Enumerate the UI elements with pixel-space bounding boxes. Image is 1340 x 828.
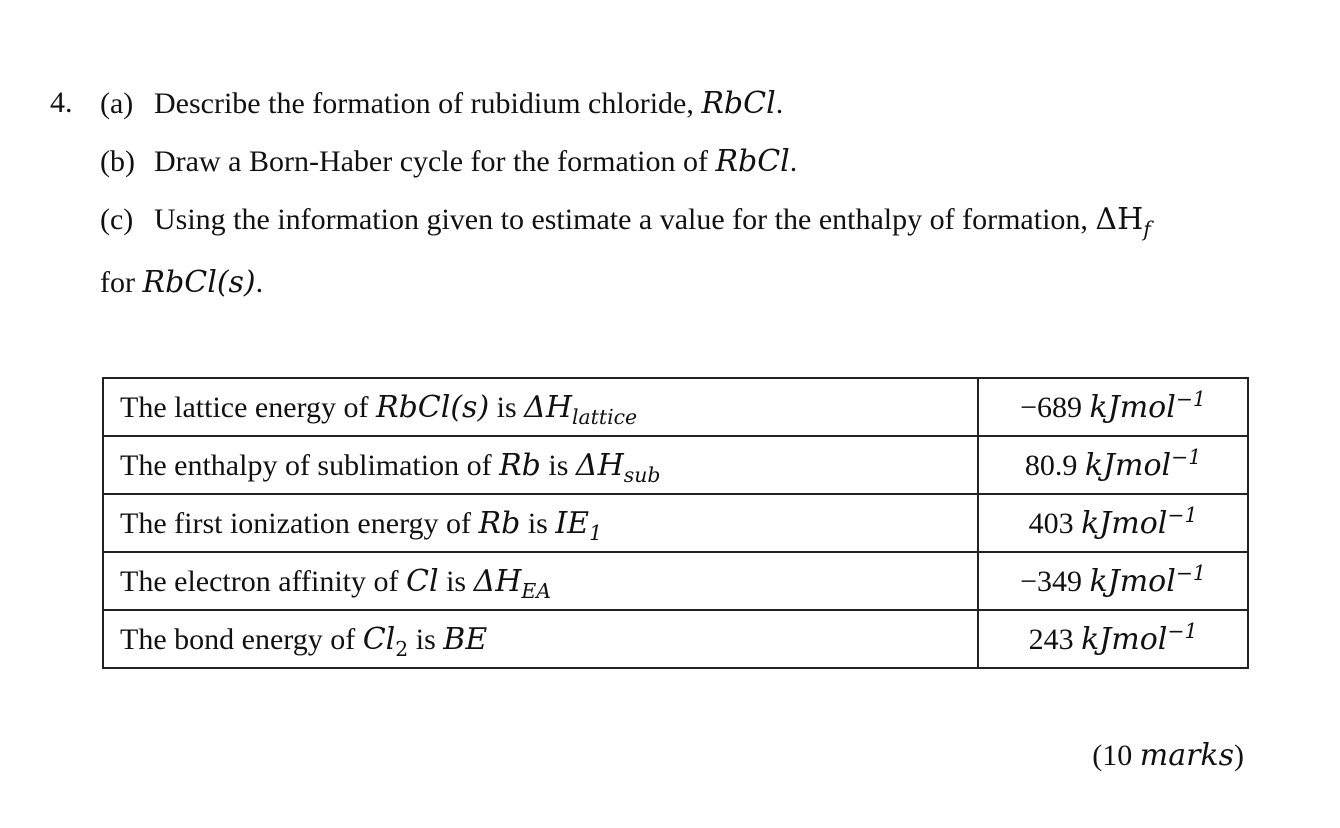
part-c-label: (c) <box>100 203 134 236</box>
question-part-c <box>100 202 1151 242</box>
row-value-cell <box>978 552 1248 610</box>
row-symbol <box>575 447 661 487</box>
part-b-end: . <box>789 145 798 178</box>
row-formula: RbCl(s) <box>376 389 490 425</box>
marks-word: marks <box>1139 738 1234 773</box>
part-c-text: Using the information given to estimate a value for the enthalpy of formation, <box>154 203 1096 236</box>
part-b-formula: RbCl <box>715 144 790 179</box>
part-c-symbol-main: ΔH <box>1095 202 1144 237</box>
question-number: 4. <box>50 86 73 119</box>
marks-open: ( <box>1092 739 1103 772</box>
table-row <box>103 610 1248 668</box>
table-row <box>103 436 1248 494</box>
row-connector: is <box>520 506 556 540</box>
row-unit-exponent: −1 <box>1175 560 1206 585</box>
part-a-formula: RbCl <box>701 86 776 121</box>
part-a-text: Describe the formation of rubidium chloride, <box>154 87 702 120</box>
row-connector: is <box>489 390 525 424</box>
row-formula <box>362 621 409 661</box>
row-symbol-sub: lattice <box>572 404 638 429</box>
row-value: 403 <box>1028 506 1074 540</box>
row-description <box>103 378 978 436</box>
marks-close: ) <box>1234 739 1244 772</box>
row-symbol: BE <box>443 621 488 657</box>
row-unit-exponent: −1 <box>1175 386 1206 411</box>
marks-count: 10 <box>1102 739 1133 772</box>
row-formula-main: Cl <box>362 621 396 657</box>
question-part-b <box>100 144 797 179</box>
part-a-end: . <box>775 87 784 120</box>
table-row <box>103 552 1248 610</box>
row-symbol <box>473 563 552 603</box>
row-unit: kJmol <box>1081 621 1168 657</box>
row-formula: Rb <box>499 447 541 483</box>
row-connector: is <box>408 622 444 656</box>
row-value-cell <box>978 378 1248 436</box>
row-symbol-sub: EA <box>521 578 552 603</box>
question-part-a <box>100 86 783 121</box>
part-c-symbol-sub: f <box>1143 217 1151 242</box>
row-unit-exponent: −1 <box>1171 444 1202 469</box>
row-formula: Rb <box>478 505 521 541</box>
row-description <box>103 494 978 552</box>
row-symbol <box>524 389 638 429</box>
row-symbol-main: IE <box>555 505 590 541</box>
row-prefix: The enthalpy of sublimation of <box>120 448 500 482</box>
row-description <box>103 436 978 494</box>
row-value: 80.9 <box>1024 448 1078 482</box>
row-value: −349 <box>1020 564 1083 598</box>
row-prefix: The first ionization energy of <box>120 506 479 540</box>
row-description <box>103 552 978 610</box>
table-row <box>103 378 1248 436</box>
part-b-text: Draw a Born-Haber cycle for the formation of <box>154 145 716 178</box>
part-b-label: (b) <box>100 145 135 178</box>
row-symbol-main: ΔH <box>575 447 624 483</box>
part-c-continuation-formula: RbCl(s) <box>142 265 256 300</box>
row-value-cell <box>978 436 1248 494</box>
row-symbol-sub: 1 <box>589 520 603 545</box>
row-prefix: The lattice energy of <box>120 390 376 424</box>
table-row <box>103 494 1248 552</box>
row-value-cell <box>978 494 1248 552</box>
row-connector: is <box>540 448 576 482</box>
row-unit: kJmol <box>1089 563 1176 599</box>
row-connector: is <box>438 564 474 598</box>
row-unit-exponent: −1 <box>1167 618 1198 643</box>
row-formula: Cl <box>406 563 439 599</box>
row-value: 243 <box>1028 622 1074 656</box>
row-symbol-sub: sub <box>623 462 661 487</box>
part-c-symbol <box>1095 202 1151 242</box>
row-value-cell <box>978 610 1248 668</box>
part-c-continuation-end: . <box>255 266 264 299</box>
row-symbol <box>555 505 603 545</box>
part-c-continuation-prefix: for <box>100 266 143 299</box>
row-symbol-main: ΔH <box>473 563 522 599</box>
row-symbol-main: ΔH <box>524 389 572 425</box>
question-part-c-continuation <box>100 265 263 300</box>
row-formula-sub: 2 <box>395 636 409 661</box>
part-a-label: (a) <box>100 87 134 120</box>
row-prefix: The electron affinity of <box>120 564 406 598</box>
row-unit: kJmol <box>1089 389 1176 425</box>
row-prefix: The bond energy of <box>120 622 363 656</box>
row-value: −689 <box>1020 390 1083 424</box>
energy-data-table <box>102 377 1249 669</box>
row-unit-exponent: −1 <box>1167 502 1198 527</box>
row-description <box>103 610 978 668</box>
row-unit: kJmol <box>1081 505 1168 541</box>
row-unit: kJmol <box>1084 447 1172 483</box>
marks-allocation <box>1092 738 1244 773</box>
